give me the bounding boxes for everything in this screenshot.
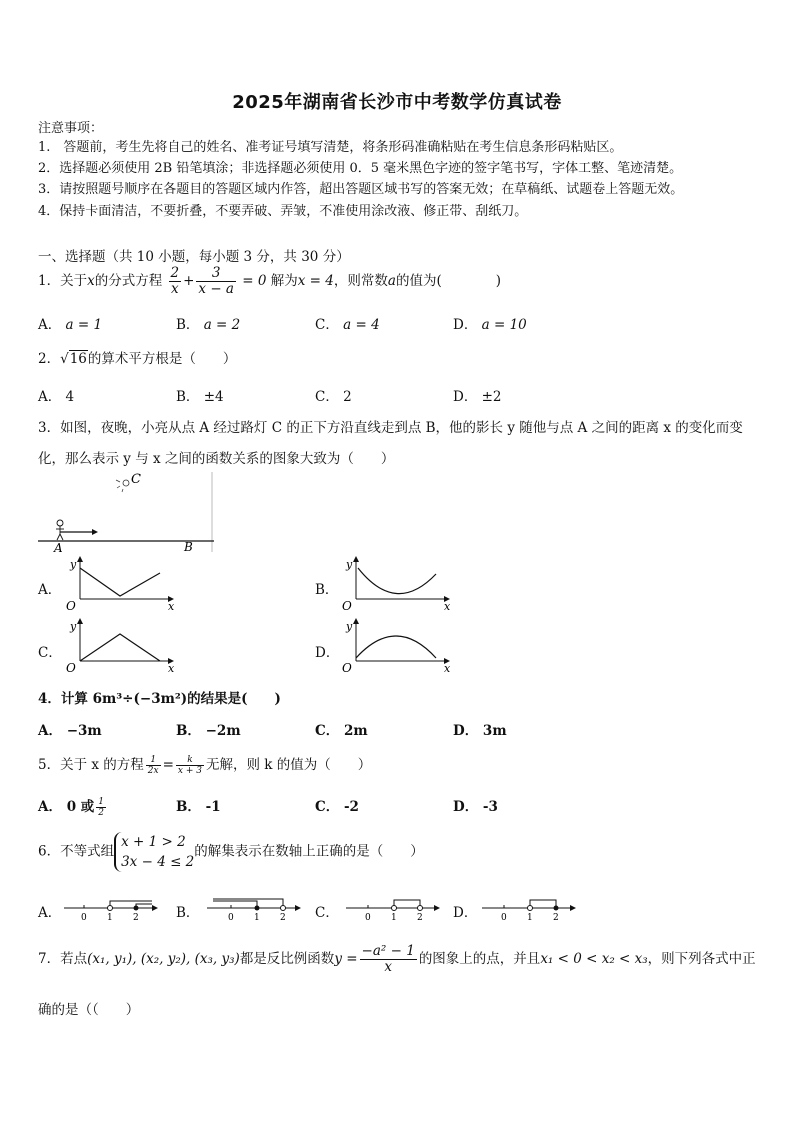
origin-label: O bbox=[66, 599, 76, 612]
question-1 bbox=[38, 266, 501, 297]
q4-option-b[interactable]: B． −2m bbox=[176, 723, 241, 739]
q1-var-a: a bbox=[387, 273, 396, 289]
q6-option-c-label[interactable]: C． bbox=[315, 905, 339, 921]
q3-scene-figure bbox=[36, 468, 216, 554]
person-icon bbox=[56, 520, 64, 540]
svg-text:1: 1 bbox=[254, 913, 260, 922]
q1-option-d[interactable]: D． a = 10 bbox=[453, 317, 527, 333]
q7-func-lhs: y = bbox=[334, 951, 358, 967]
q3-graph-b[interactable] bbox=[336, 556, 456, 612]
origin-label: O bbox=[342, 599, 352, 612]
x-label: x bbox=[168, 600, 175, 612]
question-5 bbox=[38, 753, 371, 776]
svg-text:0: 0 bbox=[365, 913, 371, 922]
q5-post: 无解，则 k 的值为（ ） bbox=[206, 757, 372, 773]
q7-condition: x₁ < 0 < x₂ < x₃ bbox=[540, 951, 648, 967]
x-label: x bbox=[444, 600, 451, 612]
origin-label: O bbox=[342, 661, 352, 674]
svg-text:2: 2 bbox=[133, 913, 139, 922]
y-label: y bbox=[70, 558, 77, 571]
y-label: y bbox=[346, 620, 353, 633]
svg-text:2: 2 bbox=[417, 913, 423, 922]
q2-option-b[interactable]: B． ±4 bbox=[176, 389, 224, 405]
q1-post: 解为 bbox=[270, 273, 298, 289]
question-6 bbox=[38, 832, 424, 872]
q3-line-1: 3．如图，夜晚，小亮从点 A 经过路灯 C 的正下方沿直线走到点 B，他的影长 y 随他与点 A 之间的距离 x 的变化而变 bbox=[38, 420, 743, 436]
q3-graph-c[interactable] bbox=[60, 618, 180, 674]
q6-option-a-label[interactable]: A． bbox=[38, 905, 62, 921]
q2-post: 的算术平方根是（ ） bbox=[87, 351, 237, 367]
q6-numberline-c[interactable] bbox=[344, 896, 444, 922]
q5-eq: = bbox=[162, 757, 174, 773]
q5-option-b[interactable]: B． -1 bbox=[176, 799, 221, 815]
q6-post: 的解集表示在数轴上正确的是（ ） bbox=[194, 843, 424, 860]
question-7 bbox=[38, 944, 756, 975]
q4-option-a[interactable]: A． −3m bbox=[38, 723, 102, 739]
q2-option-c[interactable]: C． 2 bbox=[315, 389, 352, 405]
notice-item-1: 1. 答题前，考生先将自己的姓名、准考证号填写清楚，将条形码准确粘贴在考生信息条形码粘贴区。 bbox=[38, 140, 623, 155]
q4-option-d[interactable]: D． 3m bbox=[453, 723, 507, 739]
q7-points: (x₁, y₁), (x₂, y₂), (x₃, y₃) bbox=[87, 951, 240, 967]
y-label: y bbox=[70, 620, 77, 633]
y-label: y bbox=[346, 558, 353, 571]
q5-fraction-2: $\frac{k}{x + 3}$ bbox=[177, 755, 202, 776]
exam-title: 2025年湖南省长沙市中考数学仿真试卷 bbox=[232, 92, 562, 113]
q2-pre: 2． bbox=[38, 351, 61, 367]
q5-option-a[interactable]: A． 0 或 $\frac{1}{2}$ bbox=[38, 797, 105, 818]
q3-option-c-label[interactable]: C． bbox=[38, 645, 62, 661]
x-label: x bbox=[444, 662, 451, 674]
svg-text:0: 0 bbox=[501, 913, 507, 922]
x-label: x bbox=[168, 662, 175, 674]
label-C: C bbox=[131, 472, 141, 487]
section-heading: 一、选择题（共 10 小题，每小题 3 分，共 30 分） bbox=[38, 249, 350, 265]
svg-text:1: 1 bbox=[107, 913, 113, 922]
question-2 bbox=[38, 347, 236, 367]
q3-line-2: 化，那么表示 y 与 x 之间的函数关系的图象大致为（ ） bbox=[38, 451, 395, 467]
q6-option-b-label[interactable]: B． bbox=[176, 905, 200, 921]
q1-post2: ，则常数 bbox=[333, 273, 388, 289]
q1-post3: 的值为( ) bbox=[395, 273, 501, 289]
svg-text:2: 2 bbox=[553, 913, 559, 922]
q1-fraction-1: $\frac{2}{x}$ bbox=[170, 265, 180, 297]
q7-fraction: $\frac{\text{−a² − 1}}{x}$ bbox=[361, 943, 415, 975]
q5-pre: 5．关于 x 的方程 bbox=[38, 757, 144, 773]
notice-item-2: 2．选择题必须使用 2B 铅笔填涂；非选择题必须使用 0．5 毫米黑色字迹的签字笔书写，字体工整、笔迹清楚。 bbox=[38, 161, 683, 176]
q1-root: x = 4 bbox=[297, 273, 334, 289]
q1-plus: + bbox=[183, 273, 195, 289]
question-4: 4．计算 6m³÷(−3m²)的结果是( ) bbox=[38, 691, 281, 707]
q5-fraction-1: $\frac{1}{2x}$ bbox=[147, 755, 159, 776]
q5-option-c[interactable]: C． -2 bbox=[315, 799, 359, 815]
lamp-icon bbox=[116, 480, 129, 492]
svg-text:1: 1 bbox=[527, 913, 533, 922]
q2-option-d[interactable]: D． ±2 bbox=[453, 389, 502, 405]
q7-mid: 都是反比例函数 bbox=[239, 951, 335, 967]
label-A: A bbox=[54, 541, 63, 554]
notice-heading: 注意事项： bbox=[38, 121, 104, 136]
q1-option-c[interactable]: C． a = 4 bbox=[315, 317, 380, 333]
notice-item-3: 3．请按照题号顺序在各题目的答题区域内作答，超出答题区域书写的答案无效；在草稿纸、试题卷上答题无效。 bbox=[38, 182, 684, 197]
q7-mid2: 的图象上的点，并且 bbox=[418, 951, 541, 967]
q1-option-b[interactable]: B． a = 2 bbox=[176, 317, 241, 333]
q6-numberline-b[interactable] bbox=[205, 896, 305, 922]
q4-option-c[interactable]: C． 2m bbox=[315, 723, 368, 739]
inequality-system: x + 1 > 2 3x − 4 ≤ 2 bbox=[114, 832, 194, 872]
svg-text:0: 0 bbox=[228, 913, 234, 922]
q3-option-d-label[interactable]: D． bbox=[315, 645, 340, 661]
q3-graph-d[interactable] bbox=[336, 618, 456, 674]
q6-pre: 6．不等式组 bbox=[38, 843, 115, 860]
q7-line-2: 确的是（（ ） bbox=[38, 1002, 140, 1018]
q3-option-b-label[interactable]: B． bbox=[315, 582, 339, 598]
q1-mid: 的分式方程 bbox=[94, 273, 163, 289]
q6-option-d-label[interactable]: D． bbox=[453, 905, 478, 921]
q3-option-a-label[interactable]: A． bbox=[38, 582, 62, 598]
svg-text:0: 0 bbox=[81, 913, 87, 922]
label-B: B bbox=[184, 540, 193, 554]
origin-label: O bbox=[66, 661, 76, 674]
q6-numberline-d[interactable] bbox=[480, 896, 580, 922]
q1-eq: = 0 bbox=[242, 273, 267, 289]
q7-pre: 7．若点 bbox=[38, 951, 88, 967]
q1-fraction-2: $\frac{3}{x - a}$ bbox=[198, 265, 234, 297]
q1-pre: 1．关于 bbox=[38, 273, 88, 289]
q1-var-x: x bbox=[87, 273, 95, 289]
q6-numberline-a[interactable] bbox=[62, 896, 162, 922]
q2-option-a[interactable]: A． 4 bbox=[38, 389, 75, 405]
notice-item-4: 4．保持卡面清洁，不要折叠，不要弄破、弄皱，不准使用涂改液、修正带、刮纸刀。 bbox=[38, 204, 528, 219]
q1-option-a[interactable]: A． a = 1 bbox=[38, 317, 103, 333]
q3-graph-a[interactable] bbox=[60, 556, 180, 612]
svg-text:1: 1 bbox=[391, 913, 397, 922]
svg-text:2: 2 bbox=[280, 913, 286, 922]
sqrt-symbol: √16 bbox=[60, 351, 87, 367]
q5-option-d[interactable]: D． -3 bbox=[453, 799, 498, 815]
q7-post: ，则下列各式中正 bbox=[647, 951, 756, 967]
